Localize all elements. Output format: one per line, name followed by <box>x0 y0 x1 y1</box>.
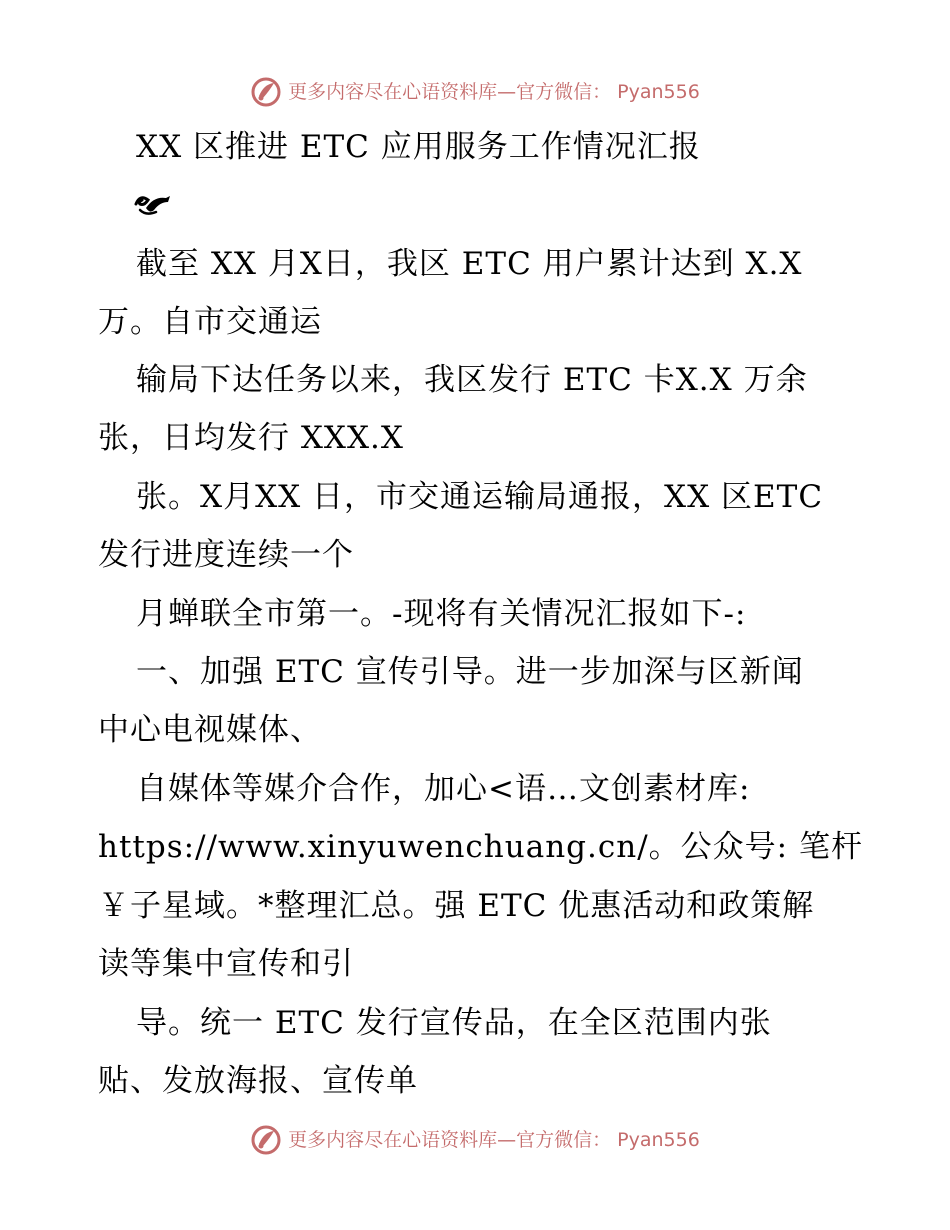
watermark-handle: Pyan556 <box>617 81 700 103</box>
flourish-icon <box>132 190 174 218</box>
body-line-8: 一、加强 ETC 宣传引导。进一步加深与区新闻 <box>136 654 804 690</box>
body-line-9: 中心电视媒体、 <box>98 712 322 748</box>
watermark-handle: Pyan556 <box>617 1129 700 1151</box>
body-line-5: 张。X月XX 日，市交通运输局通报，XX 区ETC <box>136 479 824 515</box>
footer-watermark <box>0 1124 950 1156</box>
body-line-4: 张，日均发行 XXX.X <box>98 420 404 456</box>
body-line-15: 贴、发放海报、宣传单 <box>98 1063 418 1099</box>
body-line-10: 自媒体等媒介合作，加心<语…文创素材库: <box>136 771 751 807</box>
body-line-6: 发行进度连续一个 <box>98 537 354 573</box>
body-line-2: 万。自市交通运 <box>98 304 322 340</box>
body-line-11: https://www.xinyuwenchuang.cn/。公众号: 笔杆 <box>98 829 863 865</box>
body-line-12: ￥子星域。*整理汇总。强 ETC 优惠活动和政策解 <box>98 888 815 924</box>
document-title: XX 区推进 ETC 应用服务工作情况汇报 <box>136 129 701 165</box>
header-watermark <box>0 76 950 108</box>
body-line-13: 读等集中宣传和引 <box>98 946 354 982</box>
brush-seal-icon <box>250 76 282 108</box>
body-line-3: 输局下达任务以来，我区发行 ETC 卡X.X 万余 <box>136 362 808 398</box>
brush-seal-icon <box>250 1124 282 1156</box>
watermark-text: 更多内容尽在心语资料库—官方微信： <box>288 1129 612 1151</box>
body-line-7: 月蝉联全市第一。-现将有关情况汇报如下-: <box>136 596 747 632</box>
body-line-1: 截至 XX 月X日，我区 ETC 用户累计达到 X.X <box>136 246 803 282</box>
body-line-14: 导。统一 ETC 发行宣传品，在全区范围内张 <box>136 1005 772 1041</box>
watermark-text: 更多内容尽在心语资料库—官方微信： <box>288 81 612 103</box>
